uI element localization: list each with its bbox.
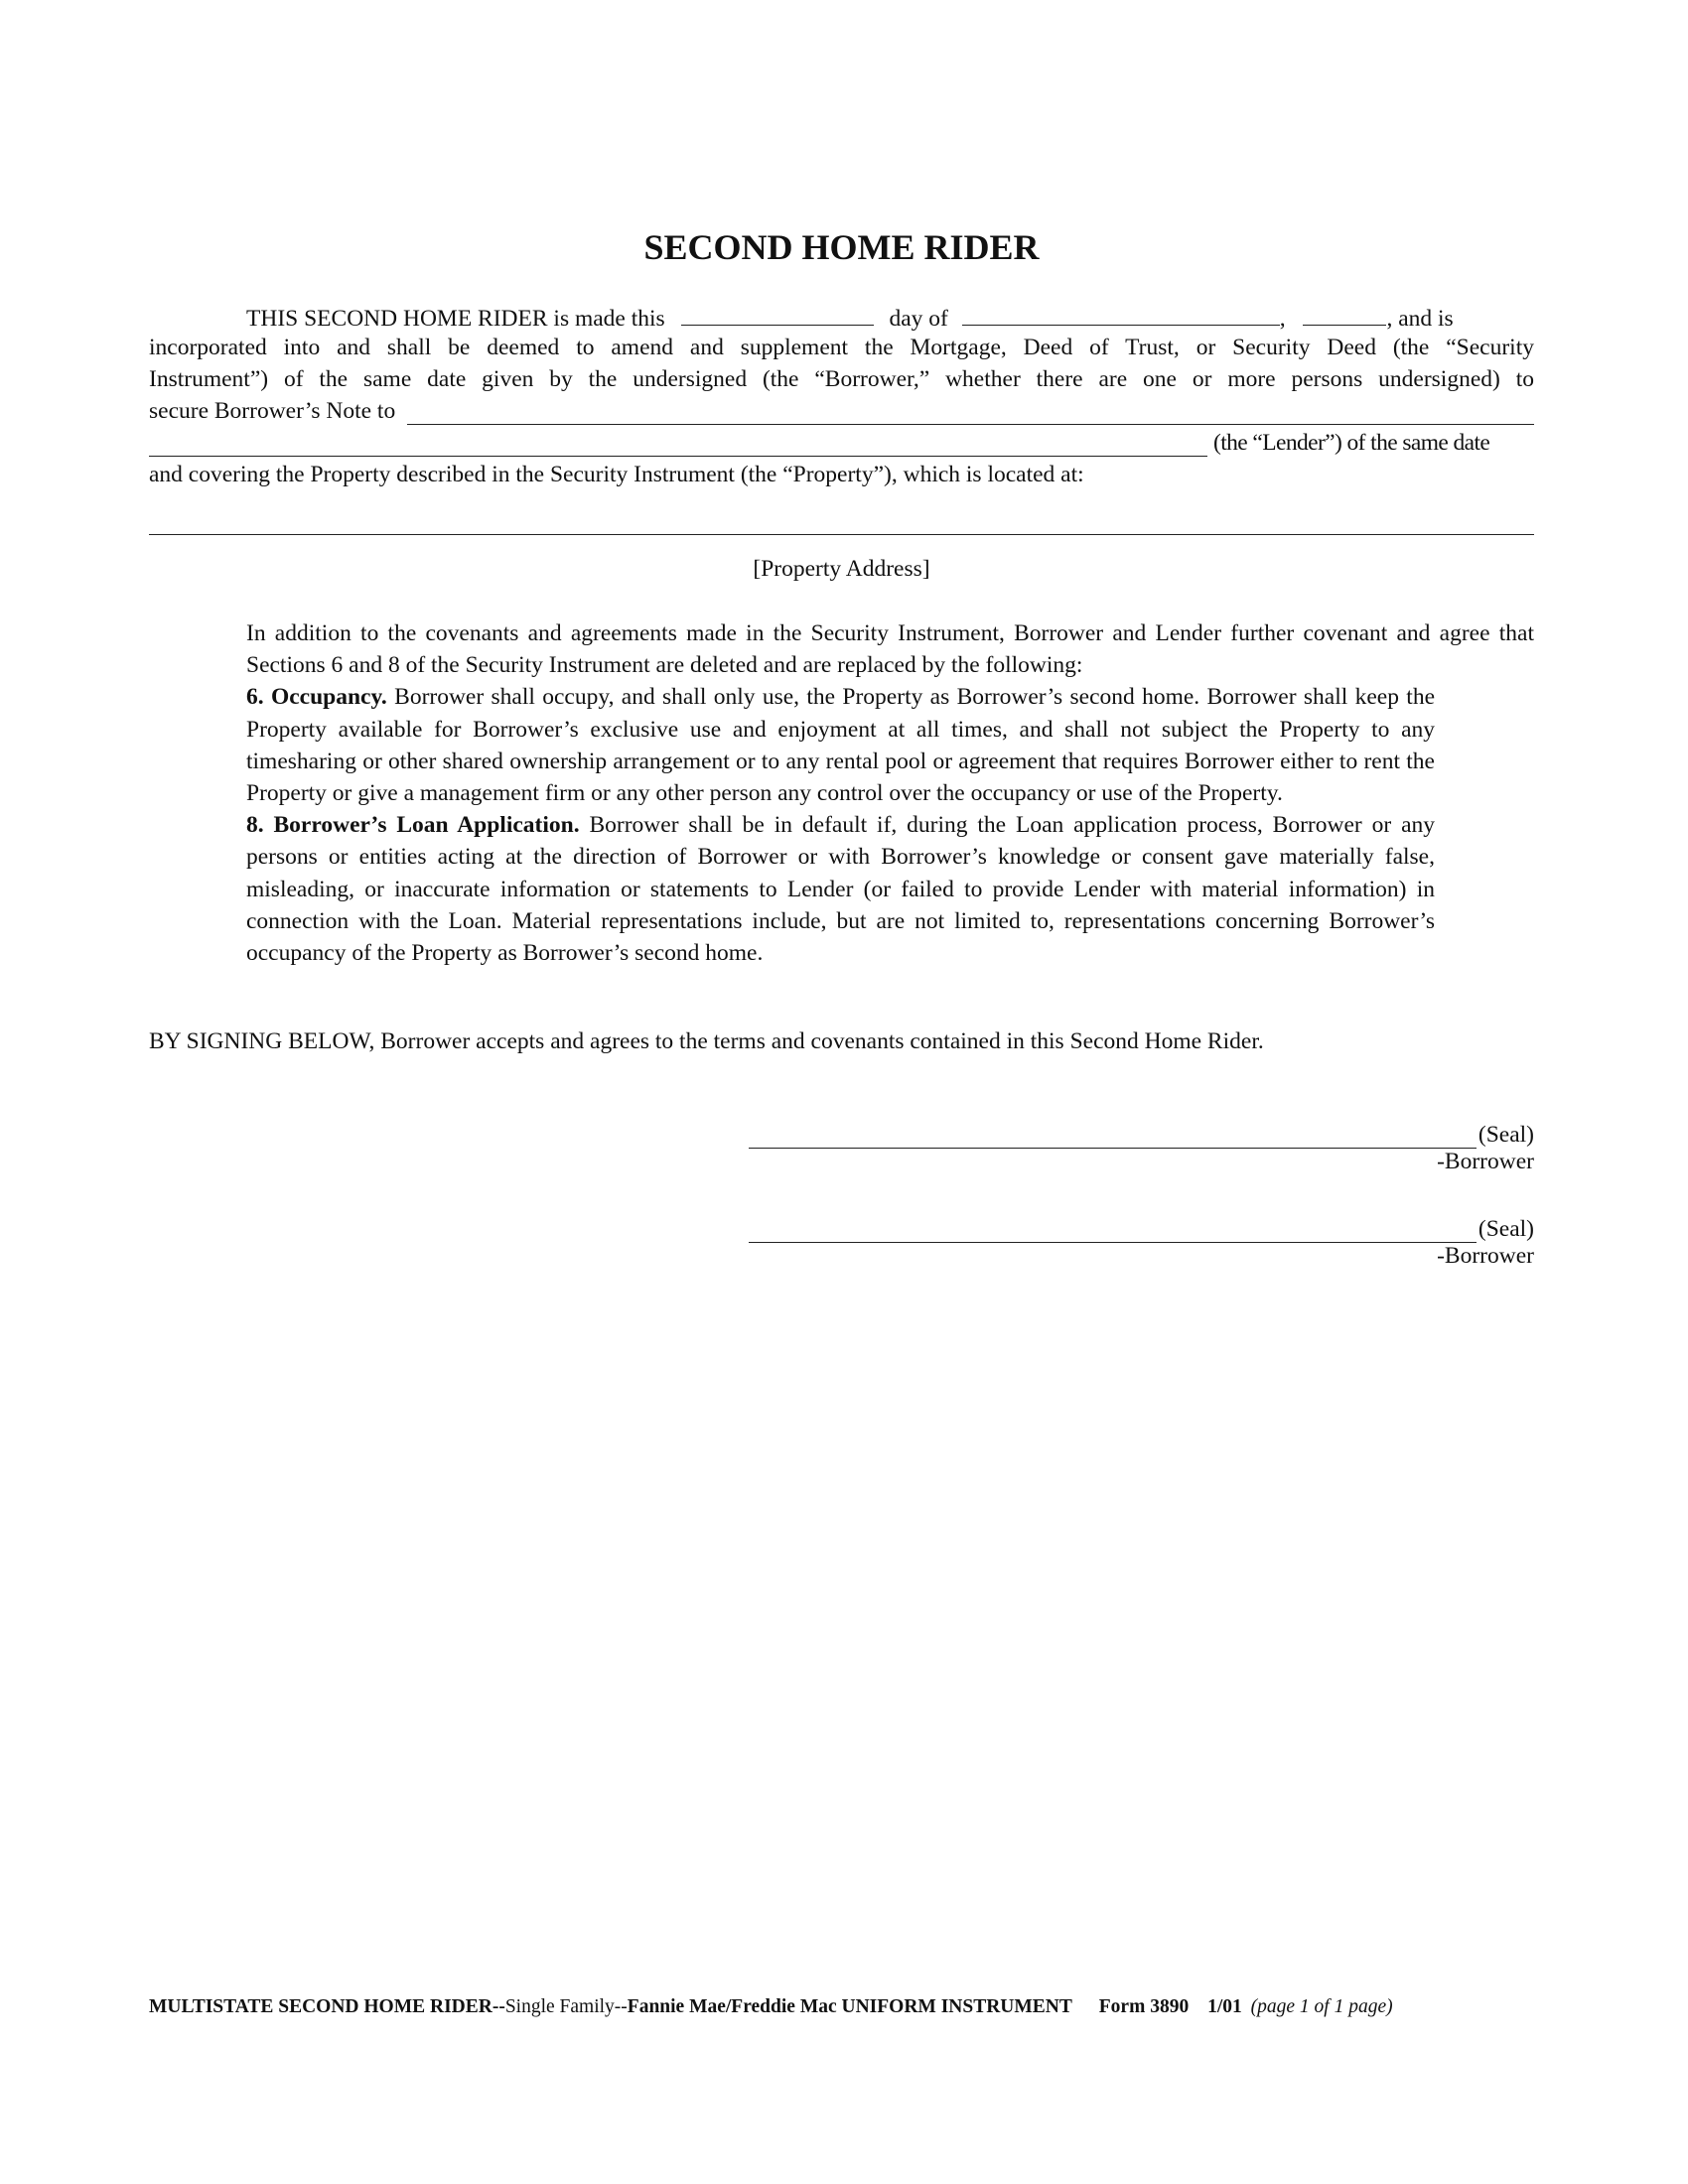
borrower-role-label: -Borrower [1437, 1149, 1534, 1174]
section-8-paragraph [246, 809, 1435, 969]
borrower-signature-block-2 [749, 1216, 1534, 1270]
footer-form-title: MULTISTATE SECOND HOME RIDER-- [149, 1996, 505, 2017]
borrower-signature-field[interactable] [749, 1126, 1477, 1149]
footer-single-family: Single Family-- [504, 1996, 628, 2017]
signing-statement: BY SIGNING BELOW, Borrower accepts and agrees to the terms and covenants contained in this Second Home Rider. [149, 1028, 1264, 1054]
document-page [149, 0, 1534, 2184]
seal-label: (Seal) [1477, 1122, 1534, 1148]
signature-line-row [749, 1122, 1534, 1149]
borrower-signature-block-1 [749, 1122, 1534, 1175]
lender-name-continued-blank-field[interactable] [149, 434, 1207, 457]
document-title: SECOND HOME RIDER [643, 227, 1040, 267]
section-6-heading: 6. Occupancy. [246, 684, 387, 711]
intro-and-is-text: , and is [1386, 306, 1454, 332]
section-8-body: Borrower shall be in default if, during the Loan application process, Borrower or any persons or entities acting at the direction of Borrower or with Borrower’s knowledge or consent gave materially false, misleading, or inaccurate information or statements to Lender (or failed to provide Lender with material information) in connection with the Loan. Material representations include, but are not limited to, representations concerning Borrower’s occupancy of the Property as Borrower’s second home. [246, 812, 1436, 967]
intro-line-6: and covering the Property described in the Security Instrument (the “Property”), which is located at: [149, 462, 1084, 487]
intro-line-5 [149, 430, 1534, 457]
form-footer [149, 1996, 1534, 2018]
intro-made-this-text: THIS SECOND HOME RIDER is made this [246, 306, 665, 332]
borrower-signature-field[interactable] [749, 1220, 1477, 1243]
property-address-blank-field[interactable] [149, 534, 1534, 535]
lender-name-blank-field[interactable] [407, 402, 1534, 425]
section-6-paragraph [246, 681, 1435, 809]
signature-line-row [749, 1216, 1534, 1243]
intro-line-3: Instrument”) of the same date given by the undersigned (the “Borrower,” whether there are one or more persons undersigned) to [149, 366, 1534, 392]
property-address-label: [Property Address] [753, 556, 930, 582]
year-blank-field[interactable] [1303, 303, 1386, 326]
covenants-lead-paragraph: In addition to the covenants and agreements made in the Security Instrument, Borrower and Lender further covenant and agree that Sections 6 and 8 of the Security Instrument are deleted and are replaced by the following: [246, 620, 1534, 679]
section-6-body: Borrower shall occupy, and shall only use, the Property as Borrower’s second home. Borrower shall keep the Property available for Borrower’s exclusive use and enjoyment at all times, and shall not subject the Property to any timesharing or other shared ownership arrangement or to any rental pool or agreement that requires Borrower either to rent the Property or give a management firm or any other person any control over the occupancy or use of the Property. [246, 684, 1435, 807]
day-blank-field[interactable] [681, 303, 874, 326]
intro-note-to-text: secure Borrower’s Note to [149, 398, 396, 424]
intro-line-2: incorporated into and shall be deemed to amend and supplement the Mortgage, Deed of Trust, or Security Deed (the “Security [149, 335, 1534, 360]
intro-comma-text: , [1279, 306, 1286, 332]
borrower-role-label: -Borrower [1437, 1243, 1534, 1269]
footer-form-date: 1/01 [1207, 1996, 1242, 2017]
footer-page-count: (page 1 of 1 page) [1250, 1996, 1393, 2017]
intro-day-of-text: day of [889, 306, 948, 332]
footer-uniform-instrument: Fannie Mae/Freddie Mac UNIFORM INSTRUMENT [627, 1996, 1072, 2017]
intro-line-1 [149, 303, 1534, 333]
month-blank-field[interactable] [962, 303, 1280, 326]
covenants-section [246, 617, 1534, 969]
intro-lender-text: (the “Lender”) of the same date [1213, 430, 1490, 456]
intro-line-4 [149, 398, 1534, 425]
section-8-heading: 8. Borrower’s Loan Application. [246, 812, 580, 839]
seal-label: (Seal) [1477, 1216, 1534, 1242]
covenants-body [246, 681, 1435, 969]
footer-form-number: Form 3890 [1098, 1996, 1190, 2017]
